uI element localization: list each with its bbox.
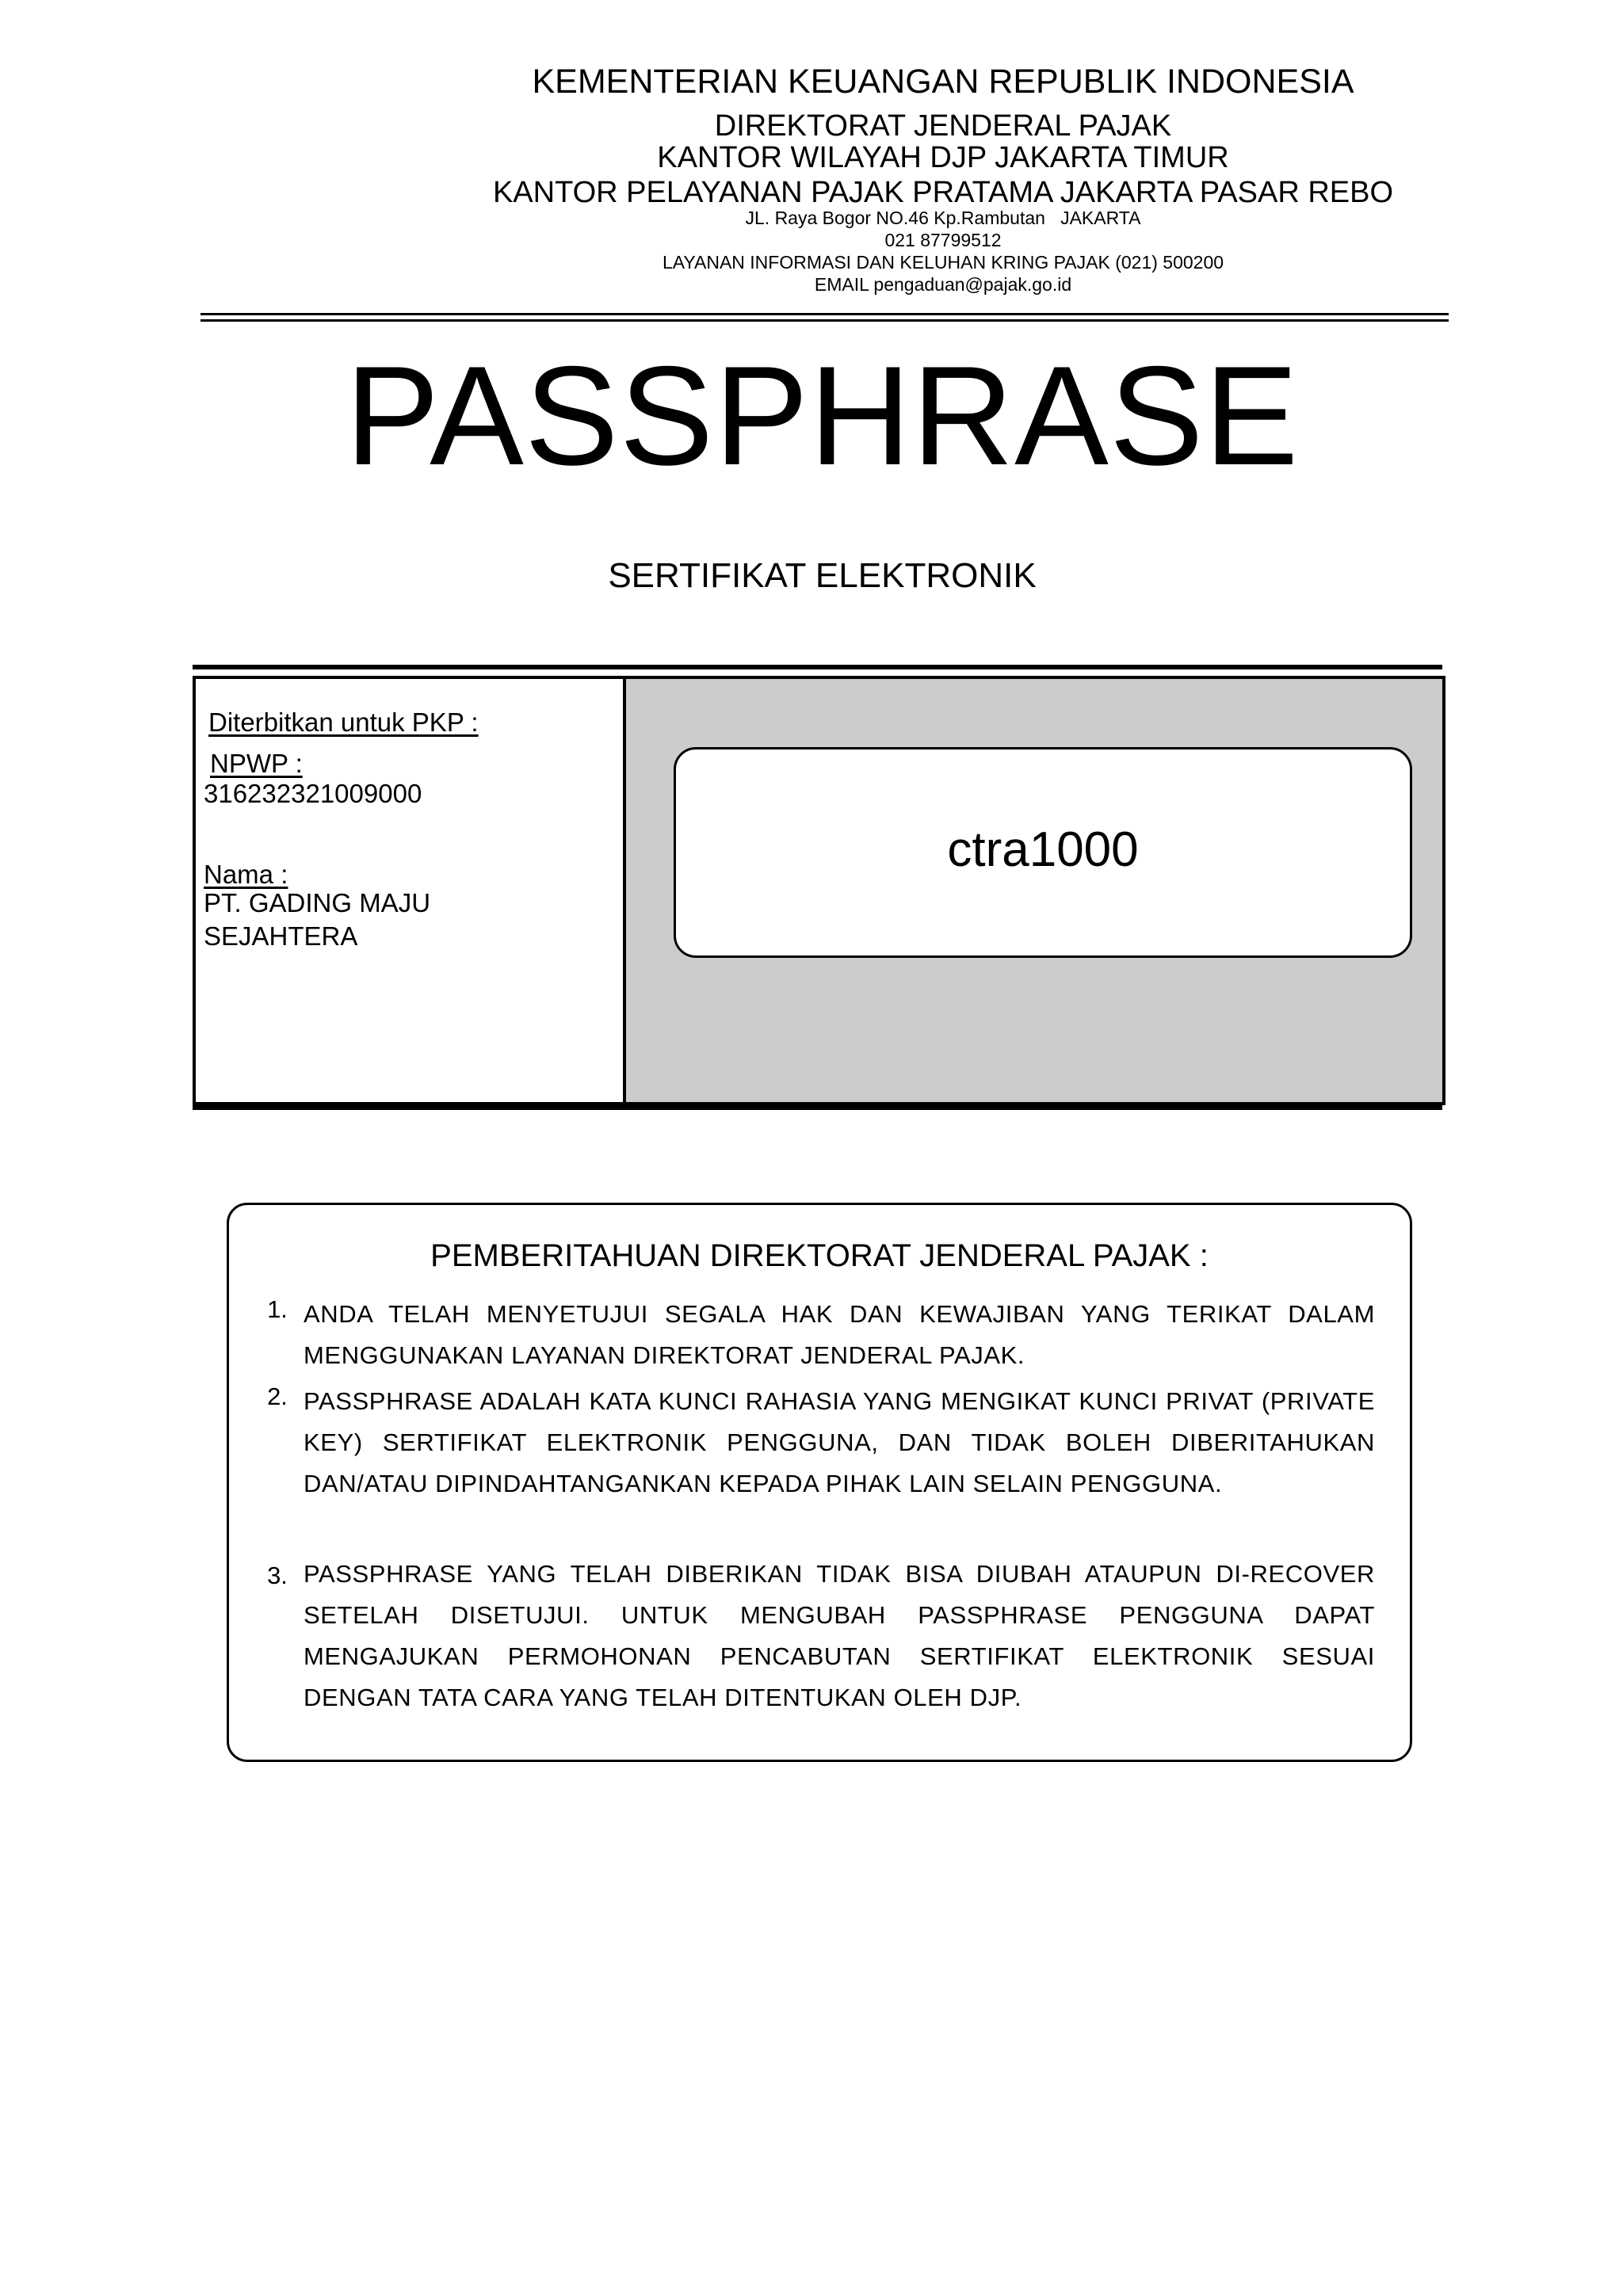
passphrase-value: ctra1000: [947, 822, 1139, 877]
letterhead-directorate: DIREKTORAT JENDERAL PAJAK: [714, 109, 1172, 143]
certificate-info-box: [193, 676, 1445, 1105]
letterhead-hotline: LAYANAN INFORMASI DAN KELUHAN KRING PAJAK (021) 500200: [662, 252, 1224, 273]
letterhead-tax-office: KANTOR PELAYANAN PAJAK PRATAMA JAKARTA PASAR REBO: [492, 176, 1394, 209]
recipient-panel: [196, 679, 626, 1102]
notice-item-text: PASSPHRASE ADALAH KATA KUNCI RAHASIA YANG MENGIKAT KUNCI PRIVAT (PRIVATE KEY) SERTIFIKAT ELEKTRONIK PENGGUNA, DAN TIDAK BOLEH DIBERITAHUKAN DAN/ATAU DIPINDAHTANGANKAN KEPADA PIHAK LAIN SELAIN PENGGUNA.: [304, 1387, 1375, 1497]
name-label: Nama :: [204, 860, 288, 889]
passphrase-field: [674, 747, 1412, 958]
npwp-value: 316232321009000: [204, 779, 422, 808]
notice-item-text: ANDA TELAH MENYETUJUI SEGALA HAK DAN KEWAJIBAN YANG TERIKAT DALAM MENGGUNAKAN LAYANAN DIREKTORAT JENDERAL PAJAK.: [304, 1300, 1375, 1369]
info-box-bottom-rule: [193, 1105, 1442, 1110]
issued-for-label: Diterbitkan untuk PKP :: [208, 707, 479, 737]
notice-title: PEMBERITAHUAN DIREKTORAT JENDERAL PAJAK :: [430, 1238, 1209, 1273]
letterhead-address: JL. Raya Bogor NO.46 Kp.Rambutan JAKARTA: [745, 208, 1141, 228]
letterhead-phone: 021 87799512: [884, 230, 1002, 250]
letterhead-divider-top: [200, 313, 1449, 315]
company-name-line1: PT. GADING MAJU: [204, 888, 431, 917]
notice-item-number: 2.: [267, 1383, 288, 1410]
notice-item-text: PASSPHRASE YANG TELAH DIBERIKAN TIDAK BISA DIUBAH ATAUPUN DI-RECOVER SETELAH DISETUJUI. UNTUK MENGUBAH PASSPHRASE PENGGUNA DAPAT MENGAJUKAN PERMOHONAN PENCABUTAN SERTIFIKAT ELEKTRONIK SESUAI DENGAN TATA CARA YANG TELAH DITENTUKAN OLEH DJP.: [304, 1560, 1375, 1711]
passphrase-panel: [626, 679, 1442, 1102]
page-title: PASSPHRASE: [345, 337, 1300, 494]
letterhead-divider-bottom: [200, 319, 1449, 322]
notice-item-number: 1.: [267, 1295, 288, 1323]
notice-item-number: 3.: [267, 1562, 288, 1589]
npwp-label: NPWP :: [210, 749, 303, 778]
letterhead-email: EMAIL pengaduan@pajak.go.id: [814, 274, 1072, 295]
info-box-top-rule: [193, 665, 1442, 669]
company-name-line2: SEJAHTERA: [204, 921, 358, 951]
letterhead-regional-office: KANTOR WILAYAH DJP JAKARTA TIMUR: [657, 141, 1229, 174]
letterhead-ministry: KEMENTERIAN KEUANGAN REPUBLIK INDONESIA: [532, 63, 1354, 101]
notice-box: [227, 1203, 1412, 1762]
page-subtitle: SERTIFIKAT ELEKTRONIK: [608, 556, 1037, 595]
